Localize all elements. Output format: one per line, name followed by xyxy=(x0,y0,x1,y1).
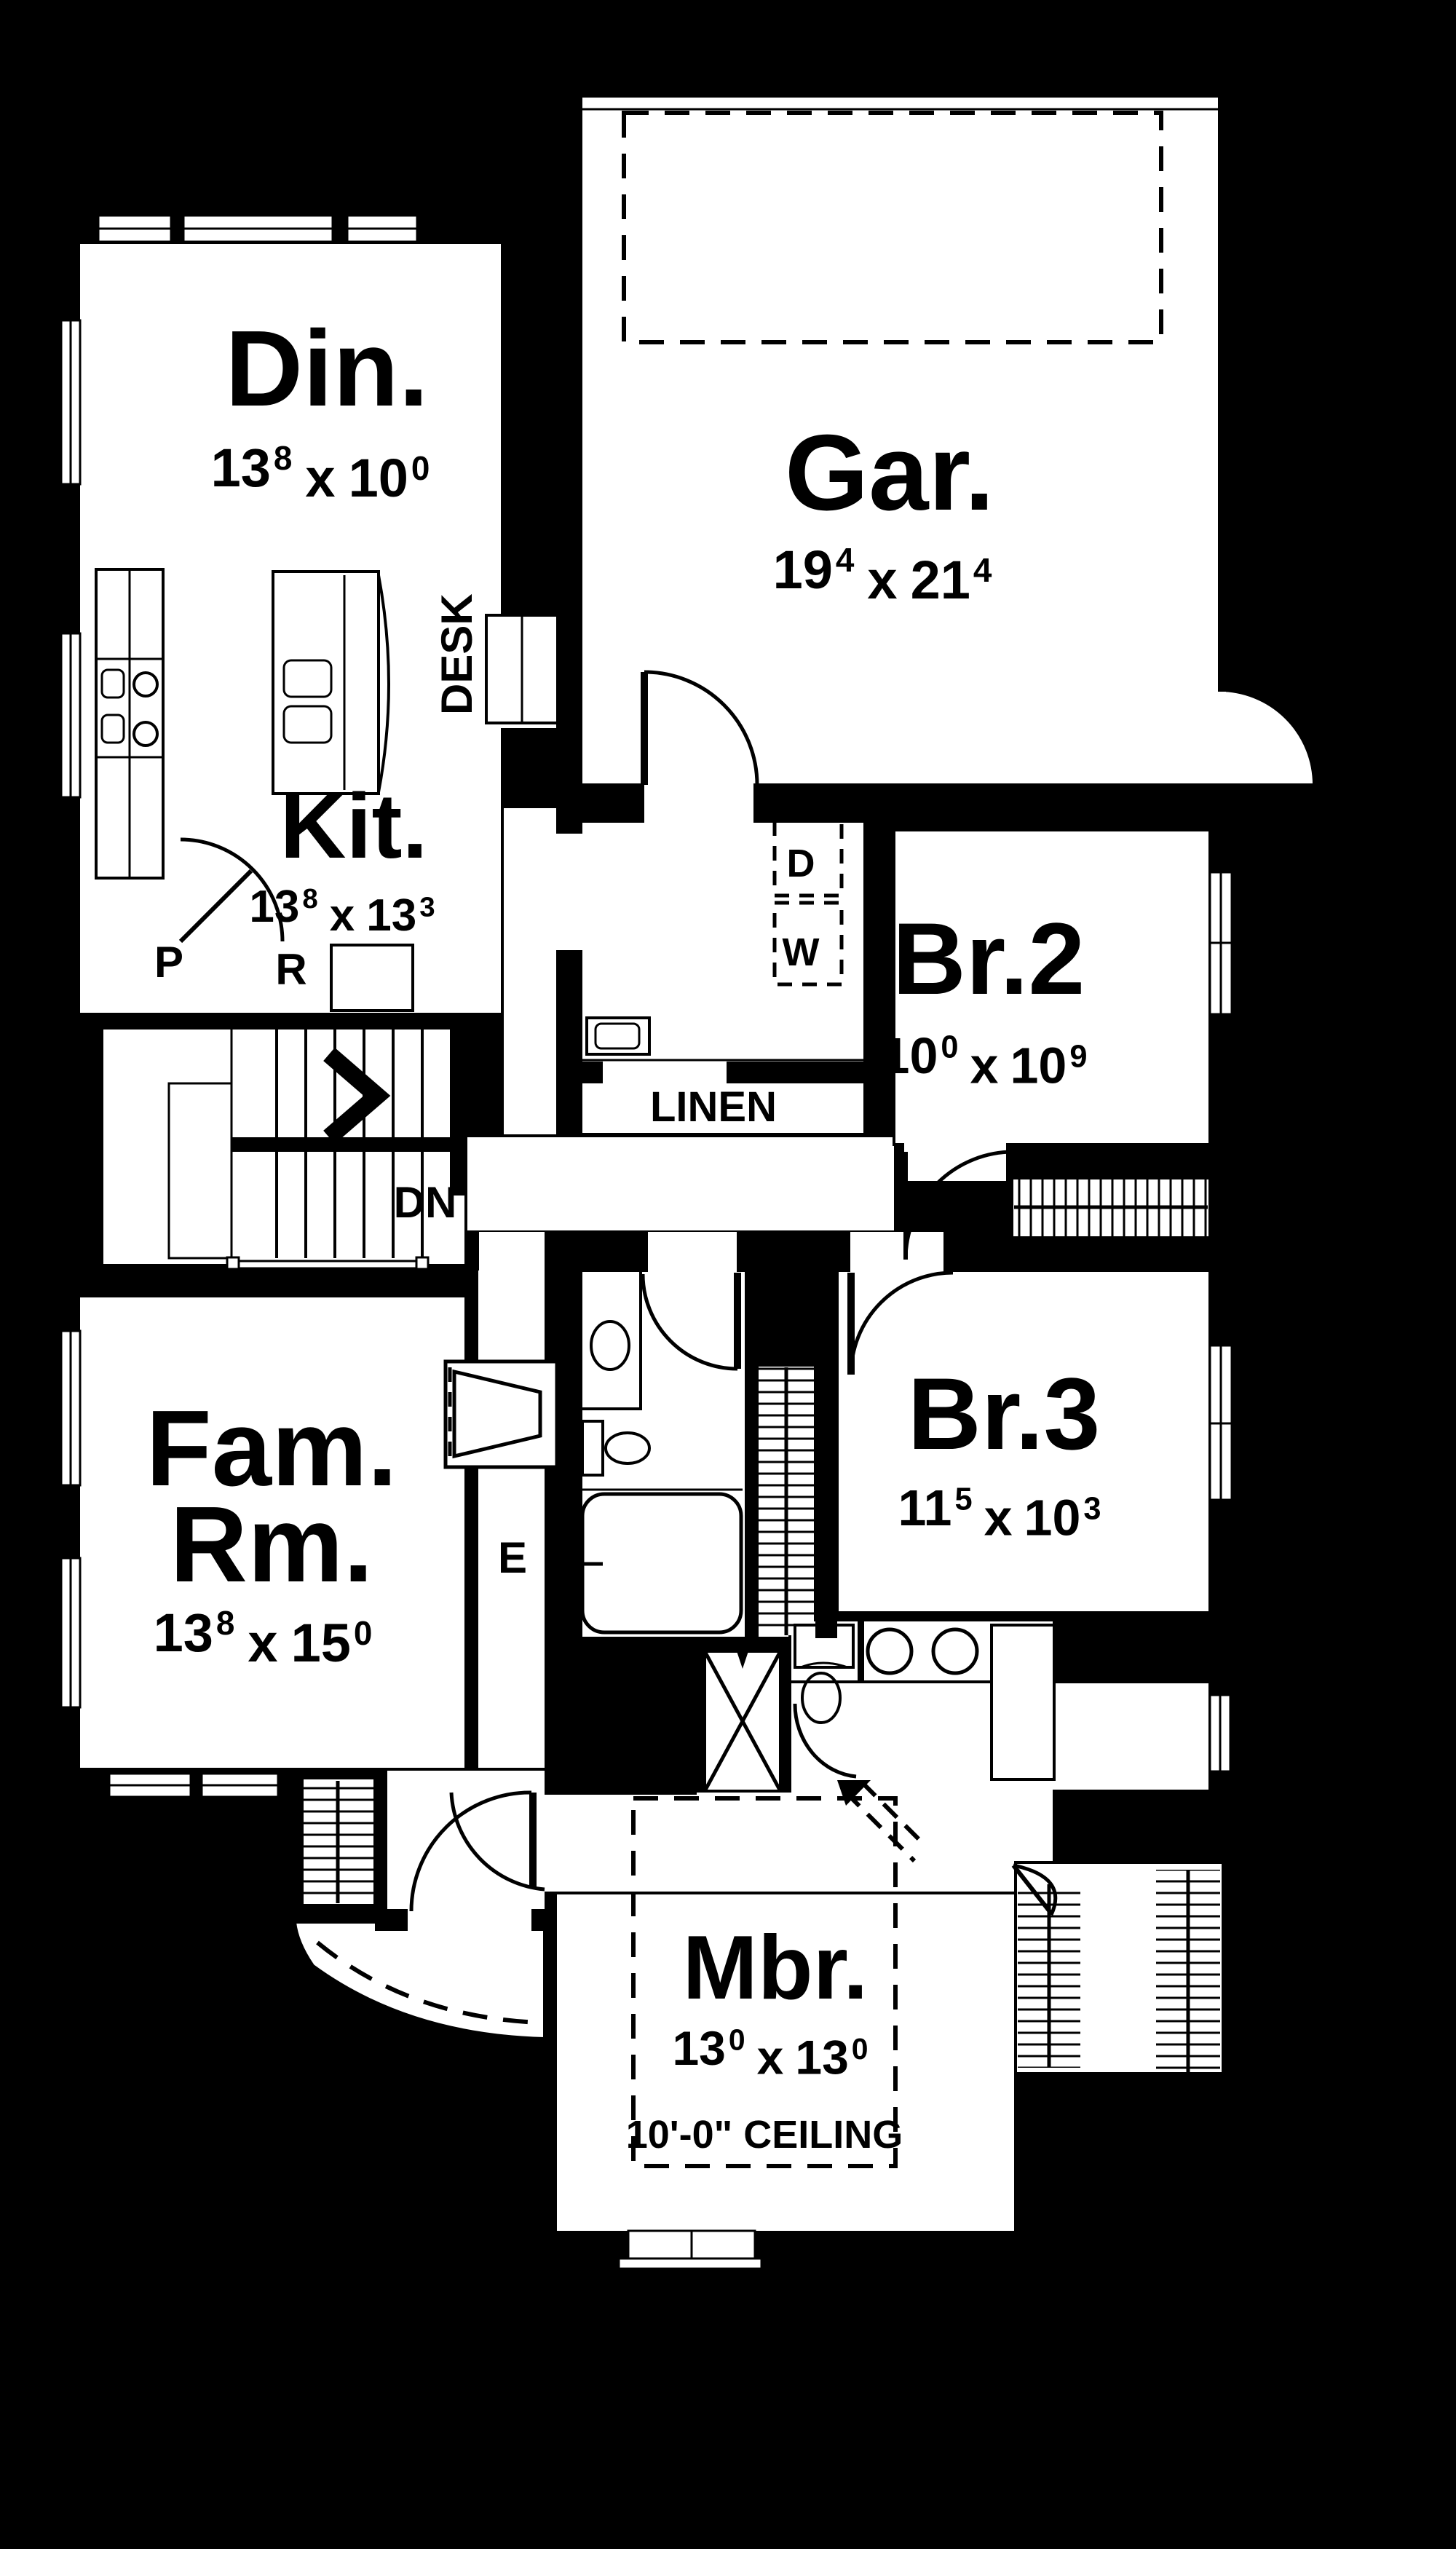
stair-handrail xyxy=(232,1261,422,1268)
laundry-area xyxy=(581,821,865,1063)
family-dims: $13^8$ x $15^0$ xyxy=(153,1602,373,1674)
br2-door-opening xyxy=(904,1133,1006,1181)
mbr-bottom-wall xyxy=(555,2231,1016,2258)
mbr-ceiling-label: 10'-0" CEILING xyxy=(625,2113,903,2157)
kitchen-sink-bowl-2 xyxy=(102,715,124,743)
linen-label: LINEN xyxy=(650,1083,777,1131)
bath-west-wall xyxy=(546,1270,581,1791)
bath-door-leaf xyxy=(734,1273,741,1369)
br3-door-opening xyxy=(850,1232,943,1274)
stair-top-wall xyxy=(79,1014,466,1028)
garage-label: Gar. xyxy=(785,413,994,533)
br2-label: Br.2 xyxy=(892,901,1085,1016)
garage-dims: $19^4$ x $21^4$ xyxy=(772,540,992,611)
hall-area xyxy=(466,1136,895,1232)
desk-label: DESK xyxy=(432,593,481,715)
kitchen-passage xyxy=(502,807,558,1136)
mbr-label: Mbr. xyxy=(682,1918,869,2018)
rear-corridor xyxy=(477,1232,546,1790)
island-sink-1 xyxy=(284,660,331,697)
kitchen-label: Kit. xyxy=(280,775,428,877)
handrail-newel-right xyxy=(416,1257,428,1269)
stair-right-wall xyxy=(450,1028,466,1196)
dining-label: Din. xyxy=(225,309,429,429)
closet-br3-wall xyxy=(815,1270,837,1638)
hall-corridor-opening xyxy=(479,1232,545,1273)
handrail-newel-left xyxy=(227,1257,239,1269)
br2-dims: $10^0$ x $10^9$ xyxy=(881,1027,1088,1094)
br3-dims: $11^5$ x $10^3$ xyxy=(898,1479,1101,1546)
masterbath-window xyxy=(1210,1695,1230,1771)
stair-mid-wall xyxy=(232,1137,466,1152)
kitchen-laundry-opening xyxy=(555,834,584,950)
washer-label: W xyxy=(782,930,820,974)
family-label-1: Fam. xyxy=(146,1388,397,1509)
fireplace-label: E xyxy=(497,1533,528,1582)
bath-closet-wall xyxy=(746,1270,757,1638)
kitchen-dims: 13 $^8$ x 13 $^3$ xyxy=(249,882,435,941)
front-door-leaf xyxy=(529,1793,537,1887)
front-wall-east xyxy=(531,1909,555,1931)
down-label: DN xyxy=(393,1178,457,1227)
dryer-label: D xyxy=(786,842,815,885)
foyer-masterhall-opening xyxy=(545,1795,699,1892)
bath-door-opening xyxy=(648,1232,737,1274)
island-sink-2 xyxy=(284,706,331,743)
fireplace xyxy=(446,1362,557,1467)
bathtub xyxy=(582,1494,741,1632)
dining-top-windows xyxy=(98,216,417,242)
garage-laundry-opening xyxy=(644,779,753,827)
br3-closet-top-wall xyxy=(757,1270,815,1365)
wic-bottom-wall xyxy=(1016,2074,1223,2101)
kitchen-sink-bowl-1 xyxy=(102,670,124,697)
br3-label: Br.3 xyxy=(907,1356,1101,1471)
garage-service-door-leaf xyxy=(641,672,648,785)
refrigerator-label: R xyxy=(275,945,307,994)
br3-window xyxy=(1210,1345,1232,1500)
dining-dims: $13^8$ x $10^0$ xyxy=(210,438,430,509)
pantry-label: P xyxy=(154,938,184,987)
front-door-opening xyxy=(408,1909,531,1932)
br2-window xyxy=(1210,872,1232,1014)
garage-rear-opening xyxy=(1208,692,1226,783)
mbr-dims: $13^0$ x $13^0$ xyxy=(672,2021,869,2084)
mbr-bottom-window xyxy=(619,2231,761,2269)
laundry-hall-opening xyxy=(603,1062,727,1085)
foyer-closet-wall xyxy=(375,1778,386,1931)
front-wall-west xyxy=(375,1909,408,1931)
family-label-2: Rm. xyxy=(170,1485,373,1605)
